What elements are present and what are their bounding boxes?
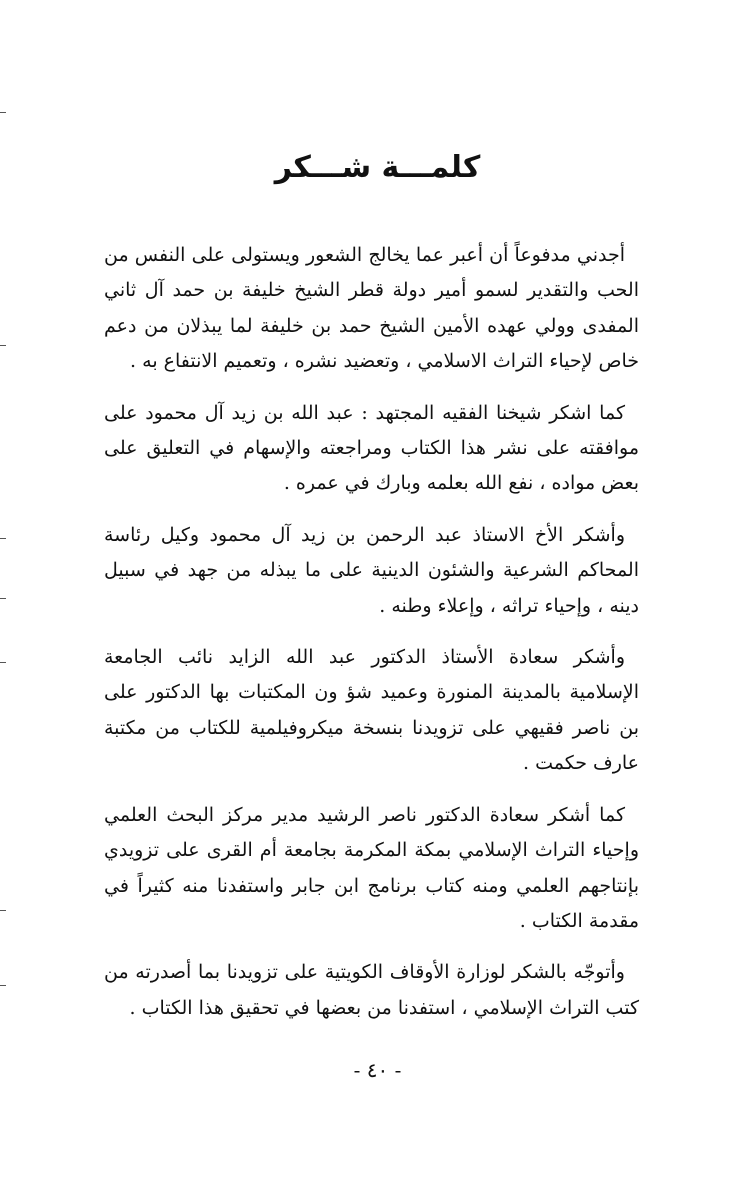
scan-mark bbox=[0, 112, 6, 113]
scan-mark bbox=[0, 598, 6, 599]
paragraph: وأتوجّه بالشكر لوزارة الأوقاف الكويتية على تزويدنا بما أصدرته من كتب التراث الإسلامي ، استفدنا من بعضها في تحقيق هذا الكتاب . bbox=[104, 961, 639, 1019]
paragraph: كما اشكر شيخنا الفقيه المجتهد : عبد الله بن زيد آل محمود على موافقته على نشر هذا الكتاب ومراجعته والإسهام في التعليق على بعض مواده ، نفع الله بعلمه وبارك في عمره . bbox=[104, 401, 639, 495]
scan-mark bbox=[0, 985, 6, 986]
paragraph: كما أشكر سعادة الدكتور ناصر الرشيد مدير مركز البحث العلمي وإحياء التراث الإسلامي بمكة المكرمة بجامعة أم القرى على تزويدي بإنتاجهم العلمي ومنه كتاب برنامج ابن جابر واستفدنا منه كثيراً في مقدمة الكتاب . bbox=[104, 803, 639, 932]
page-title: كلمـــة شـــكر bbox=[274, 150, 481, 185]
paragraph: أجدني مدفوعاً أن أعبر عما يخالج الشعور ويستولى على النفس من الحب والتقدير لسمو أمير دولة قطر الشيخ خليفة بن حمد آل ثاني المفدى وولي عهده الأمين الشيخ حمد بن خليفة لما يبذلان من دعم خاص لإحياء التراث الاسلامي ، وتعضيد نشره ، وتعميم الانتفاع به . bbox=[104, 244, 639, 373]
page-number: - ٤٠ - bbox=[353, 1058, 402, 1082]
scan-mark bbox=[0, 538, 6, 539]
scan-mark bbox=[0, 662, 6, 663]
scan-mark bbox=[0, 345, 6, 346]
scan-mark bbox=[0, 910, 6, 911]
paragraph: وأشكر الأخ الاستاذ عبد الرحمن بن زيد آل محمود وكيل رئاسة المحاكم الشرعية والشئون الدينية على ما يبذله من جهد في سبيل دينه ، وإحياء تراثه ، وإعلاء وطنه . bbox=[104, 523, 639, 617]
body-text bbox=[104, 238, 639, 1042]
paragraph: وأشكر سعادة الأستاذ الدكتور عبد الله الزايد نائب الجامعة الإسلامية بالمدينة المنورة وعميد شؤ ون المكتبات بها الدكتور على بن ناصر فقيهي على تزويدنا بنسخة ميكروفيلمية للكتاب من مكتبة عارف حكمت . bbox=[104, 646, 639, 775]
